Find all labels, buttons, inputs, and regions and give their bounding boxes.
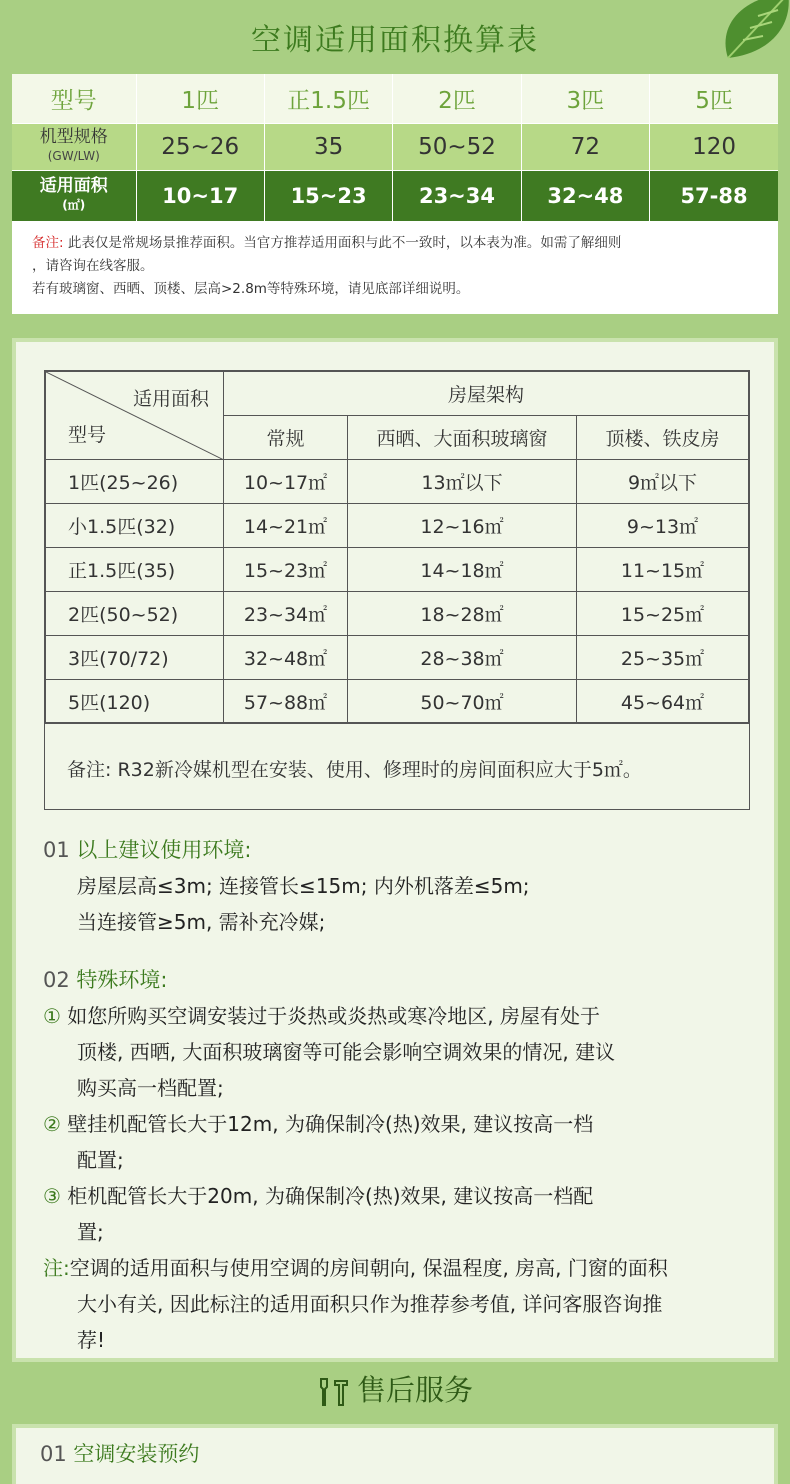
table-cell: 15~23 (264, 170, 392, 221)
table-cell: 9㎡以下 (577, 460, 749, 504)
leaf-icon (708, 0, 790, 68)
note-prefix: 备注: (32, 235, 64, 251)
table-row (46, 636, 749, 680)
table-cell: 12~16㎡ (348, 504, 577, 548)
section-heading (43, 962, 763, 998)
refrigerant-note: 备注: R32新冷媒机型在安装、使用、修理时的房间面积应大于5㎡。 (45, 722, 749, 809)
table-cell: 9~13㎡ (577, 504, 749, 548)
table-cell: 25~26 (136, 123, 264, 170)
note-text: ，请咨询在线客服。 (32, 258, 154, 274)
row-header-label: 适用面积 (39, 175, 108, 196)
table-row (46, 372, 749, 416)
list-item (43, 998, 763, 1034)
section-title: 以上建议使用环境: (76, 838, 252, 862)
table-cell: 23~34 (393, 170, 521, 221)
after-sales-heading (0, 1368, 790, 1412)
section-text: 房屋层高≤3m; 连接管长≤15m; 内外机落差≤5m; (77, 874, 530, 898)
section-text: 当连接管≥5m, 需补充冷媒; (77, 910, 326, 934)
table-cell: 5匹 (650, 74, 778, 123)
table-cell: 2匹 (393, 74, 521, 123)
table-cell: 57-88 (650, 170, 778, 221)
list-item (43, 1106, 763, 1142)
area-conversion-card (12, 74, 778, 314)
table-note (32, 232, 772, 301)
section-heading (43, 832, 530, 868)
item-text: 荐! (77, 1328, 106, 1352)
model-cell: 5匹(120) (46, 680, 224, 724)
table-cell: 正1.5匹 (264, 74, 392, 123)
model-cell: 2匹(50~52) (46, 592, 224, 636)
row-header-label: 机型规格 (39, 126, 108, 147)
table-row (46, 592, 749, 636)
note-marker: 注: (43, 1256, 70, 1280)
after-sales-title: 售后服务 (356, 1373, 473, 1407)
structure-table (44, 370, 750, 810)
page-title: 空调适用面积换算表 (251, 23, 539, 58)
table-cell: 35 (264, 123, 392, 170)
item-text: 配置; (77, 1148, 124, 1172)
table-cell: 50~70㎡ (348, 680, 577, 724)
table-cell: 50~52 (393, 123, 521, 170)
column-header: 西晒、大面积玻璃窗 (348, 416, 577, 460)
section-title: 空调安装预约 (73, 1442, 200, 1466)
table-row (12, 170, 778, 221)
diag-top-label: 适用面积 (132, 388, 209, 410)
installation-card (12, 1424, 778, 1484)
table-cell: 120 (650, 123, 778, 170)
table-cell: 72 (521, 123, 649, 170)
row-header (12, 170, 136, 221)
table-row (46, 504, 749, 548)
table-cell: 15~25㎡ (577, 592, 749, 636)
section-title: 特殊环境: (76, 968, 168, 992)
table-cell: 15~23㎡ (224, 548, 348, 592)
item-marker: ② (43, 1112, 61, 1136)
item-text: 置; (77, 1220, 104, 1244)
column-header: 常规 (224, 416, 348, 460)
table-cell: 14~18㎡ (348, 548, 577, 592)
table-cell: 18~28㎡ (348, 592, 577, 636)
section-number: 01 (40, 1442, 67, 1466)
item-text: 大小有关, 因此标注的适用面积只作为推荐参考值, 详问客服咨询推 (77, 1292, 663, 1316)
area-conversion-table (12, 74, 778, 221)
item-text: 顶楼, 西晒, 大面积玻璃窗等可能会影响空调效果的情况, 建议 (77, 1040, 616, 1064)
table-cell: 14~21㎡ (224, 504, 348, 548)
section-usage-environment (43, 832, 530, 940)
section-heading (40, 1438, 199, 1468)
table-row (12, 123, 778, 170)
item-marker: ③ (43, 1184, 61, 1208)
list-item (43, 1250, 763, 1286)
section-number: 01 (43, 838, 70, 862)
diagonal-header-cell (46, 372, 224, 460)
table-cell: 32~48㎡ (224, 636, 348, 680)
item-text: 如您所购买空调安装过于炎热或炎热或寒冷地区, 房屋有处于 (67, 1004, 601, 1028)
table-cell: 25~35㎡ (577, 636, 749, 680)
item-text: 柜机配管长大于20m, 为确保制冷(热)效果, 建议按高一档配 (67, 1184, 594, 1208)
item-text: 购买高一档配置; (77, 1076, 224, 1100)
group-header: 房屋架构 (224, 372, 749, 416)
table-row (46, 680, 749, 724)
row-header (12, 123, 136, 170)
model-cell: 1匹(25~26) (46, 460, 224, 504)
table-cell: 28~38㎡ (348, 636, 577, 680)
details-card (12, 338, 778, 1362)
item-marker: ① (43, 1004, 61, 1028)
note-text: 若有玻璃窗、西晒、顶楼、层高>2.8m等特殊环境，请见底部详细说明。 (32, 281, 470, 297)
table-row (46, 460, 749, 504)
table-cell: 11~15㎡ (577, 548, 749, 592)
table-cell: 13㎡以下 (348, 460, 577, 504)
tools-icon (317, 1375, 351, 1409)
table-cell: 10~17 (136, 170, 264, 221)
section-number: 02 (43, 968, 70, 992)
table-cell: 10~17㎡ (224, 460, 348, 504)
table-row (46, 548, 749, 592)
row-header-sublabel: (GW/LW) (47, 148, 100, 163)
table-cell: 32~48 (521, 170, 649, 221)
item-text: 空调的适用面积与使用空调的房间朝向, 保温程度, 房高, 门窗的面积 (69, 1256, 668, 1280)
section-special-environment (43, 962, 763, 1358)
list-item (43, 1178, 763, 1214)
note-text: 此表仅是常规场景推荐面积。当官方推荐适用面积与此不一致时，以本表为准。如需了解细则 (63, 235, 622, 251)
diag-bottom-label: 型号 (68, 424, 107, 446)
table-cell: 23~34㎡ (224, 592, 348, 636)
model-cell: 3匹(70/72) (46, 636, 224, 680)
model-cell: 正1.5匹(35) (46, 548, 224, 592)
row-header-sublabel: (㎡) (62, 197, 86, 212)
model-cell: 小1.5匹(32) (46, 504, 224, 548)
table-cell: 45~64㎡ (577, 680, 749, 724)
row-header: 型号 (12, 74, 136, 123)
table-row (12, 74, 778, 123)
table-cell: 3匹 (521, 74, 649, 123)
table-cell: 57~88㎡ (224, 680, 348, 724)
item-text: 壁挂机配管长大于12m, 为确保制冷(热)效果, 建议按高一档 (67, 1112, 594, 1136)
table-cell: 1匹 (136, 74, 264, 123)
column-header: 顶楼、铁皮房 (577, 416, 749, 460)
